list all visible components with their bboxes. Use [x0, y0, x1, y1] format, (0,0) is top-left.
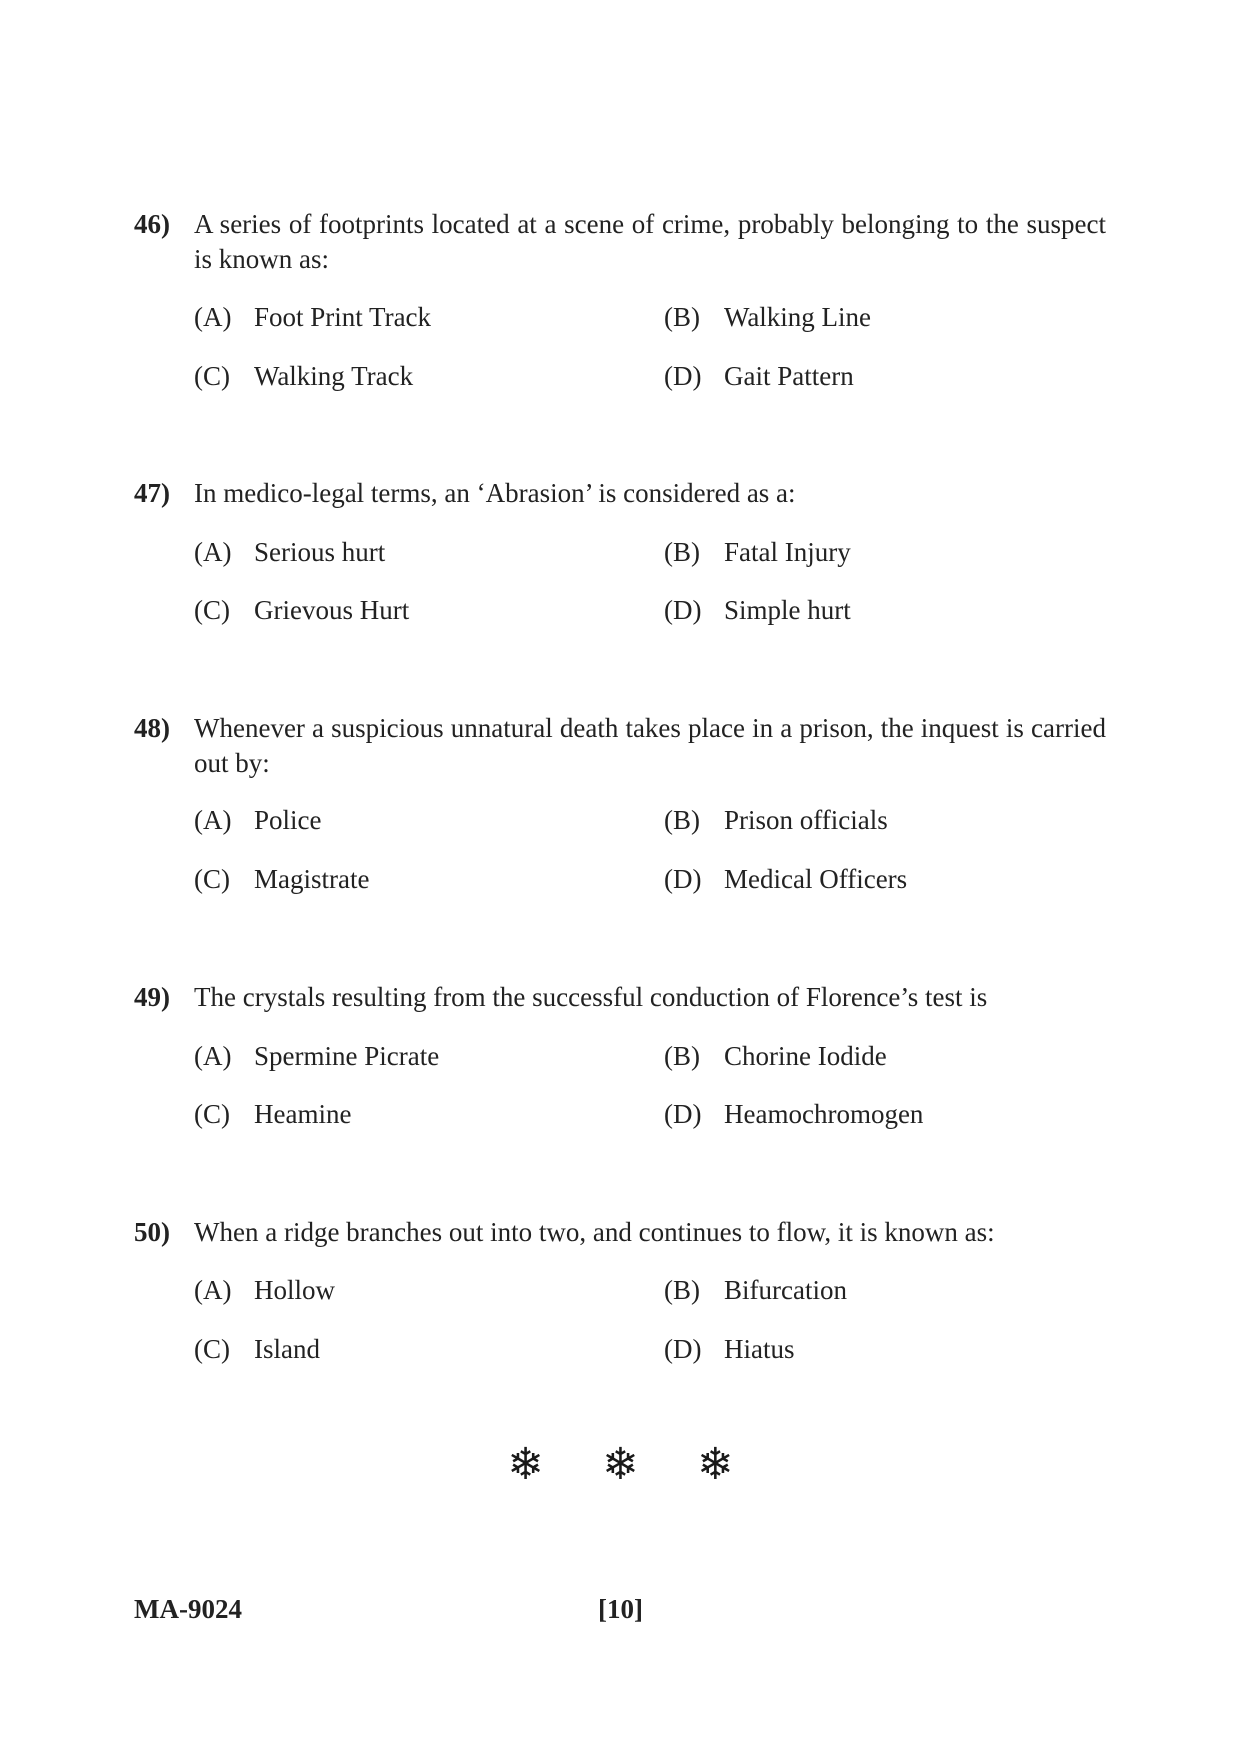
- option-text: Spermine Picrate: [254, 1041, 440, 1071]
- option-text: Police: [254, 805, 322, 835]
- option-text: Heamochromogen: [724, 1099, 924, 1129]
- option-c: [194, 593, 409, 628]
- option-letter: (D): [664, 864, 702, 894]
- option-letter: (D): [664, 595, 702, 625]
- question-number: 47): [134, 478, 170, 508]
- paper-code: MA-9024: [134, 1594, 242, 1624]
- question-text: The crystals resulting from the successful conduction of Florence’s test is: [194, 982, 988, 1012]
- option-b: [664, 300, 871, 335]
- option-letter: (C): [194, 595, 230, 625]
- option-letter: (B): [664, 537, 700, 567]
- option-letter: (C): [194, 361, 230, 391]
- option-text: Medical Officers: [724, 864, 908, 894]
- option-text: Prison officials: [724, 805, 888, 835]
- option-a: [194, 535, 385, 570]
- option-text: Serious hurt: [254, 537, 386, 567]
- option-letter: (A): [194, 805, 232, 835]
- option-d: [664, 1332, 795, 1367]
- option-d: [664, 1097, 923, 1132]
- option-a: [194, 1273, 335, 1308]
- option-text: Grievous Hurt: [254, 595, 410, 625]
- option-text: Island: [254, 1334, 320, 1364]
- option-text: Hollow: [254, 1275, 335, 1305]
- end-ornaments: [0, 1440, 1241, 1490]
- option-letter: (B): [664, 805, 700, 835]
- option-text: Simple hurt: [724, 595, 851, 625]
- option-d: [664, 593, 851, 628]
- question-number: 49): [134, 982, 170, 1012]
- option-a: [194, 803, 322, 838]
- option-letter: (C): [194, 864, 230, 894]
- option-text: Walking Track: [254, 361, 414, 391]
- option-c: [194, 862, 369, 897]
- option-text: Hiatus: [724, 1334, 795, 1364]
- option-b: [664, 1039, 887, 1074]
- option-letter: (B): [664, 1275, 700, 1305]
- option-d: [664, 359, 854, 394]
- option-c: [194, 1332, 320, 1367]
- snowflake-icon: ❄: [507, 1439, 545, 1490]
- option-letter: (A): [194, 1275, 232, 1305]
- option-text: Fatal Injury: [724, 537, 851, 567]
- option-text: Chorine Iodide: [724, 1041, 887, 1071]
- option-text: Walking Line: [724, 302, 872, 332]
- option-letter: (B): [664, 302, 700, 332]
- option-text: Foot Print Track: [254, 302, 432, 332]
- option-text: Heamine: [254, 1099, 352, 1129]
- option-letter: (C): [194, 1099, 230, 1129]
- option-d: [664, 862, 907, 897]
- option-letter: (A): [194, 537, 232, 567]
- question-text: A series of footprints located at a scene of crime, probably belonging to the suspect is known as:: [194, 209, 1106, 274]
- option-letter: (D): [664, 361, 702, 391]
- question-number: 46): [134, 209, 170, 239]
- snowflake-icon: ❄: [696, 1439, 734, 1490]
- option-a: [194, 1039, 439, 1074]
- question-number: 48): [134, 713, 170, 743]
- option-b: [664, 535, 851, 570]
- option-b: [664, 803, 888, 838]
- question-text: In medico-legal terms, an ‘Abrasion’ is considered as a:: [194, 478, 796, 508]
- option-text: Gait Pattern: [724, 361, 854, 391]
- option-letter: (A): [194, 1041, 232, 1071]
- question-number: 50): [134, 1217, 170, 1247]
- option-text: Bifurcation: [724, 1275, 847, 1305]
- question-text: When a ridge branches out into two, and continues to flow, it is known as:: [194, 1217, 995, 1247]
- option-letter: (D): [664, 1334, 702, 1364]
- option-letter: (D): [664, 1099, 702, 1129]
- option-b: [664, 1273, 847, 1308]
- snowflake-icon: ❄: [602, 1439, 639, 1490]
- option-letter: (B): [664, 1041, 700, 1071]
- question-text: Whenever a suspicious unnatural death takes place in a prison, the inquest is carried out by:: [194, 713, 1106, 778]
- option-a: [194, 300, 431, 335]
- option-letter: (C): [194, 1334, 230, 1364]
- option-letter: (A): [194, 302, 232, 332]
- option-text: Magistrate: [254, 864, 370, 894]
- page-number: [10]: [598, 1594, 643, 1624]
- option-c: [194, 359, 413, 394]
- option-c: [194, 1097, 351, 1132]
